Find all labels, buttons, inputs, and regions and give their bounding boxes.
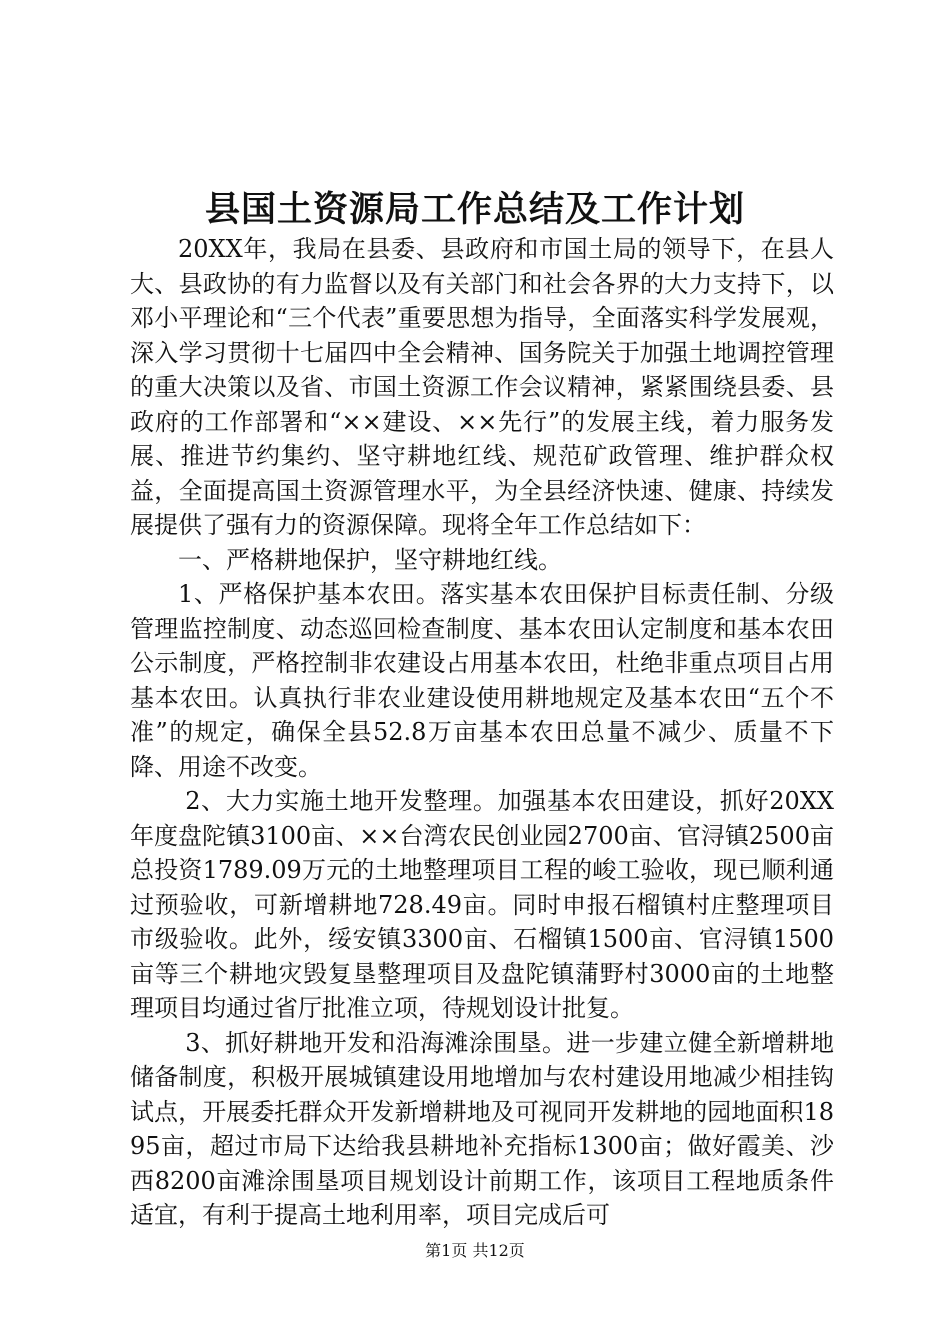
document-title: 县国土资源局工作总结及工作计划 <box>204 189 745 230</box>
paragraph-item-1: 1、严格保护基本农田。落实基本农田保护目标责任制、分级管理监控制度、动态巡回检查制度、基本农田认定制度和基本农田公示制度，严格控制非农建设占用基本农田，杜绝非重点项目占用基本农田。认真执行非农业建设使用耕地规定及基本农田“五个不准”的规定，确保全县52.8万亩基本农田总量不减少、质量不下降、用途不改变。 <box>130 580 834 781</box>
paragraph-intro: 20XX年，我局在县委、县政府和市国土局的领导下，在县人大、县政协的有力监督以及有关部门和社会各界的大力支持下，以邓小平理论和“三个代表”重要思想为指导，全面落实科学发展观，深入学习贯彻十七届四中全会精神、国务院关于加强土地调控管理的重大决策以及省、市国土资源工作会议精神，紧紧围绕县委、县政府的工作部署和“××建设、××先行”的发展主线，着力服务发展、推进节约集约、坚守耕地红线、规范矿政管理、维护群众权益，全面提高国土资源管理水平，为全县经济快速、健康、持续发展提供了强有力的资源保障。现将全年工作总结如下： <box>130 235 834 539</box>
page-number-footer: 第1页 共12页 <box>425 1241 525 1260</box>
paragraph-section-heading: 一、严格耕地保护，坚守耕地红线。 <box>178 545 562 574</box>
document-body <box>130 232 834 1233</box>
paragraph-item-2: 2、大力实施土地开发整理。加强基本农田建设，抓好20XX年度盘陀镇3100亩、××台湾农民创业园2700亩、官浔镇2500亩总投资1789.09万元的土地整理项目工程的峻工验收，现已顺利通过预验收，可新增耕地728.49亩。同时申报石榴镇村庄整理项目市级验收。此外，绥安镇3300亩、石榴镇1500亩、官浔镇1500亩等三个耕地灾毁复垦整理项目及盘陀镇蒲野村3000亩的土地整理项目均通过省厅批准立项，待规划设计批复。 <box>130 787 834 1022</box>
paragraph-item-3: 3、抓好耕地开发和沿海滩涂围垦。进一步建立健全新增耕地储备制度，积极开展城镇建设用地增加与农村建设用地减少相挂钩试点，开展委托群众开发新增耕地及可视同开发耕地的园地面积1895亩，超过市局下达给我县耕地补充指标1300亩；做好霞美、沙西8200亩滩涂围垦项目规划设计前期工作，该项目工程地质条件适宜，有利于提高土地利用率，项目完成后可 <box>130 1028 834 1229</box>
